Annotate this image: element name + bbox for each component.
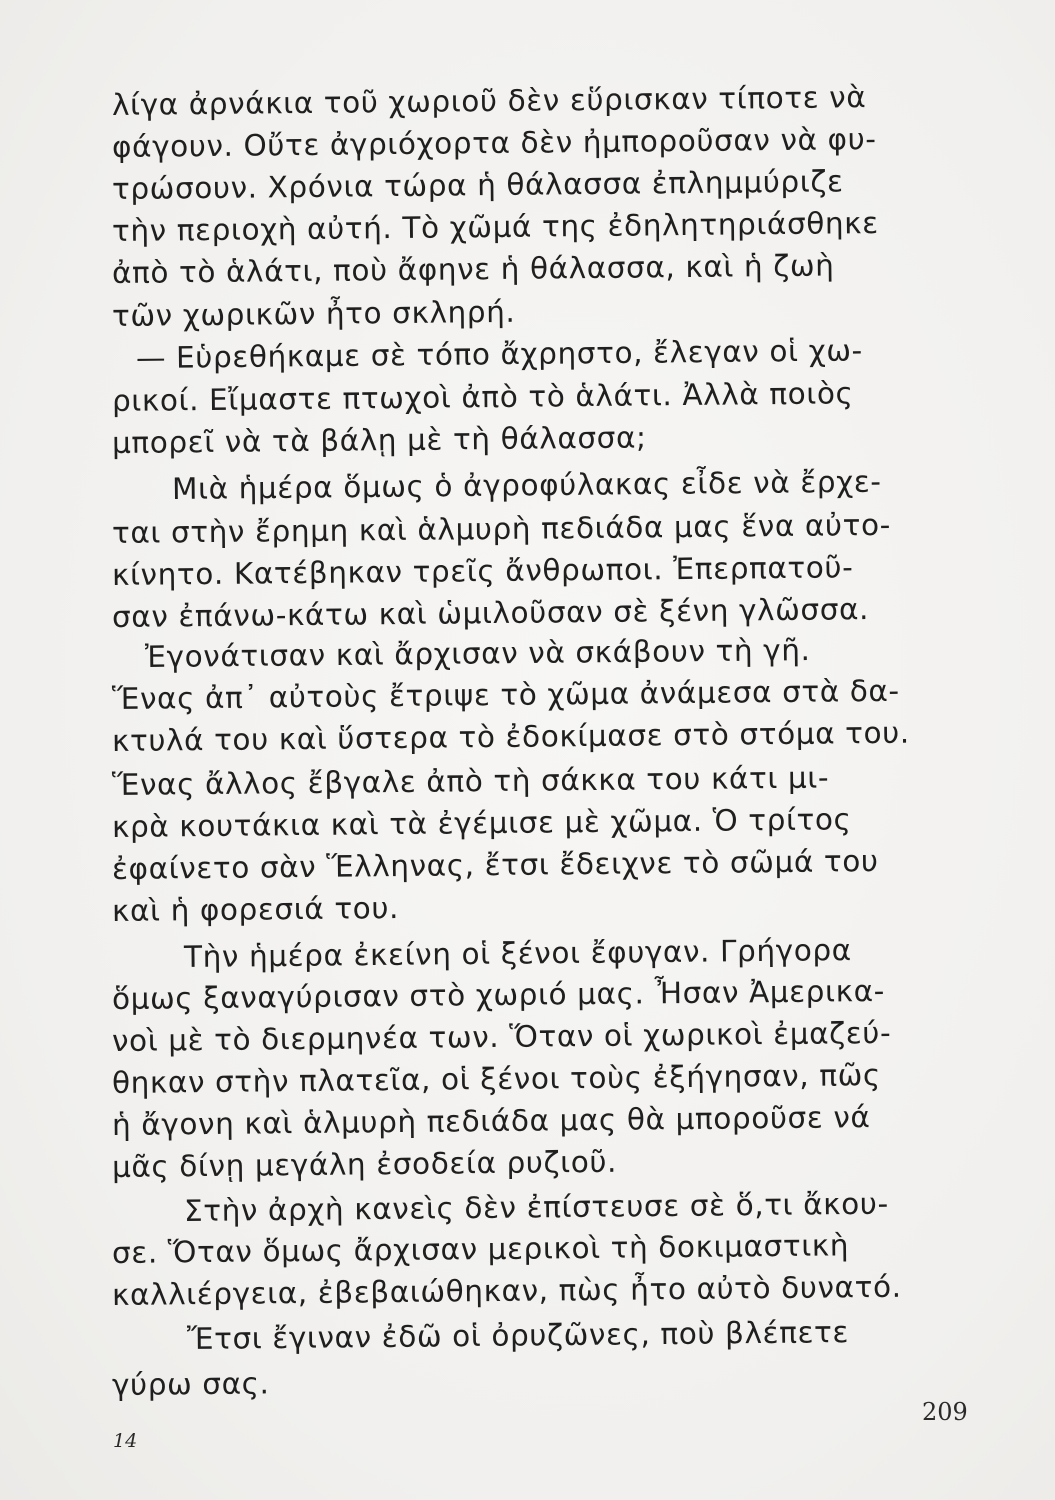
text-line: κίνητο. Κατέβηκαν τρεῖς ἄνθρωποι. Ἐπερπατοῦ- bbox=[111, 550, 854, 592]
text-line: Ἕνας ἄλλος ἔβγαλε ἀπὸ τὴ σάκκα του κάτι μι- bbox=[111, 760, 830, 802]
text-line: — Εὑρεθήκαμε σὲ τόπο ἄχρηστο, ἔλεγαν οἱ χω- bbox=[135, 333, 863, 375]
text-line: μπορεῖ νὰ τὰ βάλῃ μὲ τὴ θάλασσα; bbox=[111, 420, 647, 460]
text-line: Τὴν ἡμέρα ἐκείνη οἱ ξένοι ἔφυγαν. Γρήγορα bbox=[183, 933, 852, 974]
text-line: φάγουν. Οὔτε ἀγριόχορτα δὲν ἠμποροῦσαν νὰ φυ- bbox=[111, 121, 877, 164]
text-line: κρὰ κουτάκια καὶ τὰ ἐγέμισε μὲ χῶμα. Ὁ τρίτος bbox=[111, 802, 852, 844]
text-line: ἀπὸ τὸ ἁλάτι, ποὺ ἄφηνε ἡ θάλασσα, καὶ ἡ ζωὴ bbox=[111, 248, 835, 290]
text-line: Στὴν ἀρχὴ κανεὶς δὲν ἐπίστευσε σὲ ὅ,τι ἄκου- bbox=[183, 1186, 889, 1228]
text-line: καὶ ἡ φορεσιά του. bbox=[111, 890, 400, 928]
text-line: νοὶ μὲ τὸ διερμηνέα των. Ὅταν οἱ χωρικοὶ ἐμαζεύ- bbox=[111, 1015, 892, 1058]
text-line: Ἔτσι ἔγιναν ἐδῶ οἱ ὀρυζῶνες, ποὺ βλέπετε bbox=[186, 1315, 850, 1356]
text-line: ται στὴν ἔρημη καὶ ἁλμυρὴ πεδιάδα μας ἕνα αὐτο- bbox=[111, 507, 892, 550]
signature-mark: 14 bbox=[113, 1430, 138, 1452]
text-line: τὴν περιοχὴ αὐτή. Τὸ χῶμά της ἐδηλητηριάσθηκε bbox=[111, 205, 879, 248]
text-line: ἡ ἄγονη καὶ ἁλμυρὴ πεδιάδα μας θὰ μποροῦσε νά bbox=[111, 1100, 871, 1142]
text-line: μᾶς δίνῃ μεγάλη ἐσοδεία ρυζιοῦ. bbox=[111, 1144, 618, 1184]
text-line: καλλιέργεια, ἐβεβαιώθηκαν, πὼς ἦτο αὐτὸ δυνατό. bbox=[111, 1269, 902, 1312]
text-line: τῶν χωρικῶν ἦτο σκληρή. bbox=[111, 294, 516, 333]
text-line: τρώσουν. Χρόνια τώρα ἡ θάλασσα ἐπλημμύριζε bbox=[111, 164, 844, 206]
text-line: γύρω σας. bbox=[111, 1366, 270, 1402]
text-line: ρικοί. Εἴμαστε πτωχοὶ ἀπὸ τὸ ἁλάτι. Ἀλλὰ ποιὸς bbox=[111, 376, 854, 418]
text-line: ἐφαίνετο σὰν Ἕλληνας, ἔτσι ἔδειχνε τὸ σῶμά του bbox=[111, 843, 879, 886]
text-line: Ἐγονάτισαν καὶ ἄρχισαν νὰ σκάβουν τὴ γῆ. bbox=[144, 633, 811, 674]
text-line: Ἕνας ἀπ᾽ αὐτοὺς ἔτριψε τὸ χῶμα ἀνάμεσα στὰ δα- bbox=[111, 673, 900, 716]
text-line: λίγα ἀρνάκια τοῦ χωριοῦ δὲν εὕρισκαν τίποτε νὰ bbox=[111, 80, 867, 122]
page-number: 209 bbox=[922, 1398, 968, 1426]
text-line: θηκαν στὴν πλατεῖα, οἱ ξένοι τοὺς ἐξήγησαν, πῶς bbox=[111, 1057, 881, 1100]
text-line: σε. Ὅταν ὅμως ἄρχισαν μερικοὶ τὴ δοκιμαστικὴ bbox=[111, 1228, 850, 1270]
text-line: κτυλά του καὶ ὕστερα τὸ ἐδοκίμασε στὸ στόμα του. bbox=[111, 715, 910, 758]
text-line: Μιὰ ἡμέρα ὅμως ὁ ἀγροφύλακας εἶδε νὰ ἔρχε- bbox=[171, 464, 882, 506]
text-line: ὅμως ξαναγύρισαν στὸ χωριό μας. Ἦσαν Ἀμερικα- bbox=[111, 973, 886, 1016]
text-line: σαν ἐπάνω-κάτω καὶ ὡμιλοῦσαν σὲ ξένη γλῶσσα. bbox=[111, 592, 870, 634]
